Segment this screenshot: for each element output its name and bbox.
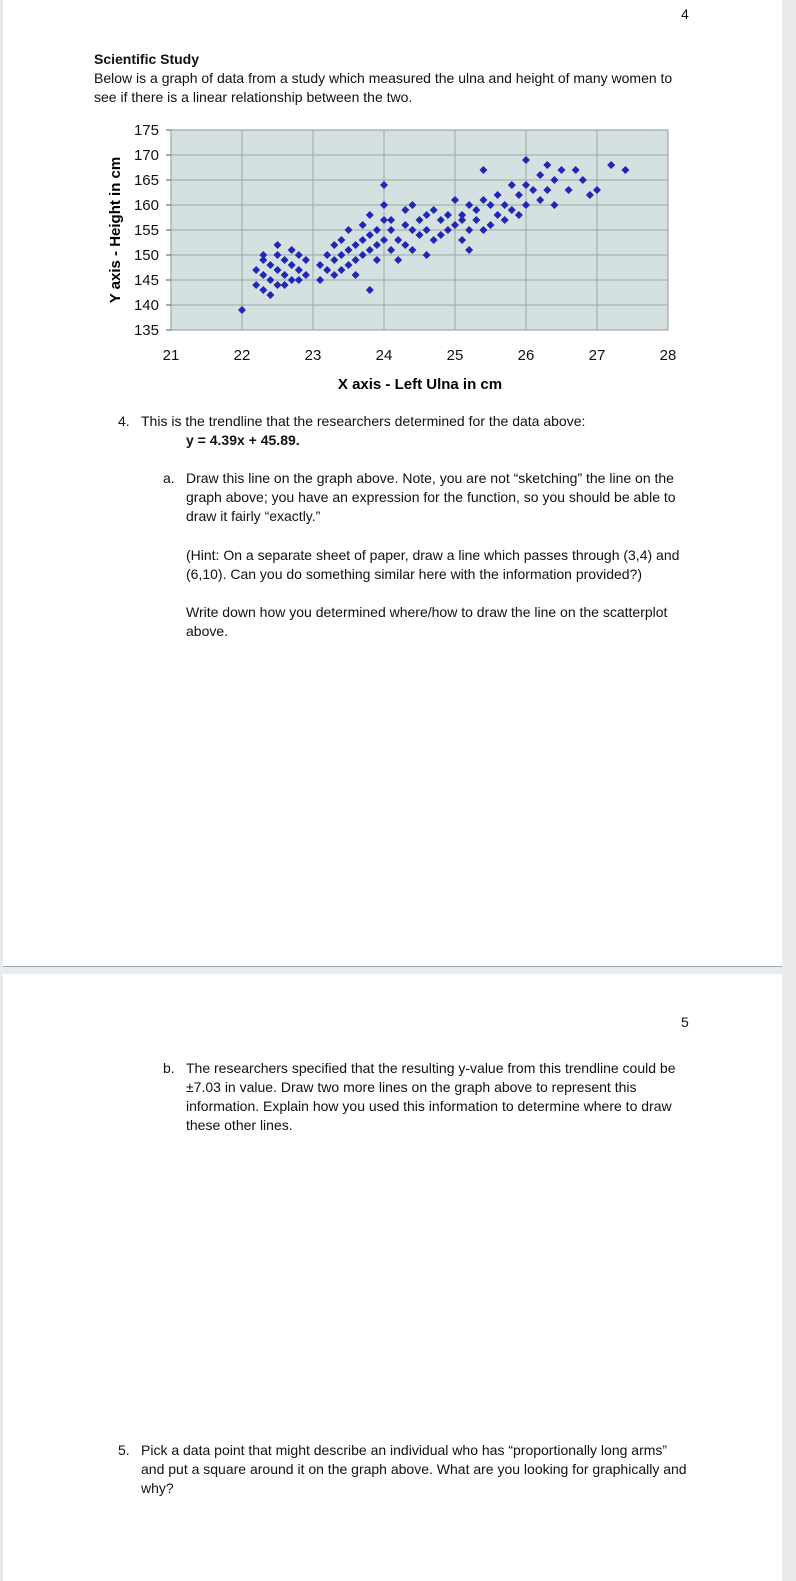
hint-line-2: (6,10). Can you do something similar here with the information provided?) xyxy=(186,566,643,582)
scatter-chart-svg xyxy=(100,118,700,398)
question-a-line-1: Draw this line on the graph above. Note, you are not “sketching” the line on the xyxy=(186,470,674,486)
y-tick-label: 170 xyxy=(133,147,159,164)
question-b-line-4: these other lines. xyxy=(186,1117,293,1133)
question-5-line-2: and put a square around it on the graph above. What are you looking for graphically and xyxy=(141,1461,687,1477)
question-b-letter: b. xyxy=(163,1060,175,1076)
x-axis-label: X axis - Left Ulna in cm xyxy=(337,376,503,393)
page-divider xyxy=(3,966,782,967)
page-title: Scientific Study xyxy=(94,51,200,67)
question-a-line-3: draw it fairly “exactly.” xyxy=(186,508,321,524)
page-number: 4 xyxy=(681,6,689,22)
x-tick-label: 27 xyxy=(588,347,606,364)
x-tick-label: 26 xyxy=(517,347,535,364)
question-a-line-2: graph above; you have an expression for the function, so you should be able to xyxy=(186,489,676,505)
question-b-line-3: information. Explain how you used this information to determine where to draw xyxy=(186,1098,672,1114)
y-tick-labels xyxy=(134,122,159,339)
x-tick-labels xyxy=(163,347,677,364)
instruction-line-2: above. xyxy=(186,623,229,639)
y-tick-label: 155 xyxy=(133,222,159,239)
y-tick-label: 175 xyxy=(133,122,159,139)
question-a-letter: a. xyxy=(163,470,175,486)
question-b-line-2: ±7.03 in value. Draw two more lines on the graph above to represent this xyxy=(186,1079,637,1095)
scatter-chart xyxy=(100,118,700,403)
instruction-line-1: Write down how you determined where/how to draw the line on the scatterplot xyxy=(186,604,668,620)
x-tick-label: 22 xyxy=(233,347,251,364)
x-tick-label: 24 xyxy=(375,347,393,364)
axes xyxy=(166,130,171,330)
y-tick-label: 160 xyxy=(133,197,159,214)
y-tick-label: 140 xyxy=(133,297,159,314)
intro-line-1: Below is a graph of data from a study which measured the ulna and height of many women to xyxy=(94,70,673,86)
x-tick-label: 21 xyxy=(162,347,180,364)
y-tick-label: 135 xyxy=(133,322,159,339)
question-b-line-1: The researchers specified that the resulting y-value from this trendline could be xyxy=(186,1060,676,1076)
intro-line-2: see if there is a linear relationship between the two. xyxy=(94,89,413,105)
y-tick-label: 165 xyxy=(133,172,159,189)
x-tick-label: 28 xyxy=(659,347,677,364)
question-5-number: 5. xyxy=(118,1442,130,1458)
trendline-equation: y = 4.39x + 45.89. xyxy=(186,432,300,448)
y-tick-label: 150 xyxy=(133,247,159,264)
question-5-line-3: why? xyxy=(141,1480,174,1496)
x-tick-label: 25 xyxy=(446,347,464,364)
question-5-line-1: Pick a data point that might describe an individual who has “proportionally long arms” xyxy=(141,1442,668,1458)
question-4-number: 4. xyxy=(118,413,130,429)
y-axis-label: Y axis - Height in cm xyxy=(107,156,124,304)
hint-line-1: (Hint: On a separate sheet of paper, draw a line which passes through (3,4) and xyxy=(186,547,680,563)
x-tick-label: 23 xyxy=(304,347,322,364)
y-tick-label: 145 xyxy=(133,272,159,289)
question-4-text: This is the trendline that the researchers determined for the data above: xyxy=(141,413,586,429)
page-number-5: 5 xyxy=(681,1014,689,1030)
